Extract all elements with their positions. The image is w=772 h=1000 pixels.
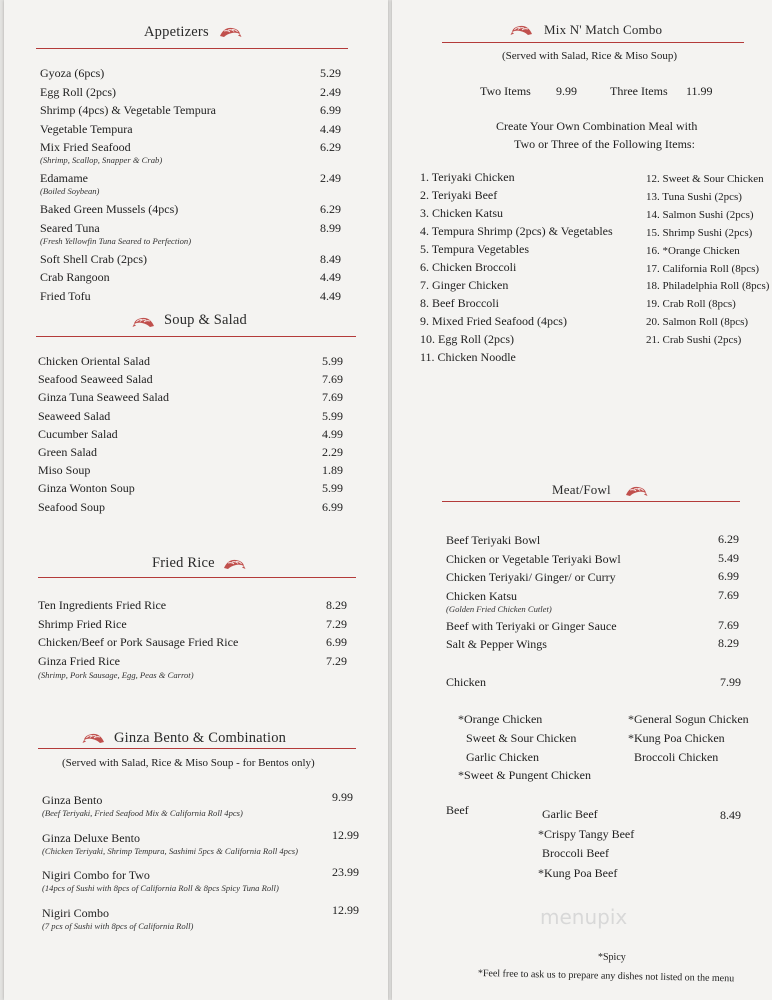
menu-item-name: Ginza Bento: [42, 793, 103, 807]
menu-item-name: Seared Tuna: [40, 220, 100, 235]
menu-item-note: (Golden Fried Chicken Cutlet): [446, 603, 552, 614]
menu-item-price: 12.99: [332, 902, 359, 917]
combo-two-price: 9.99: [556, 84, 577, 98]
menu-item-name: Crab Rangoon: [40, 270, 110, 284]
menu-item-name: Chicken Katsu: [446, 588, 517, 603]
menu-item-name: Chicken/Beef or Pork Sausage Fried Rice: [38, 635, 239, 649]
section-title-bento: Ginza Bento & Combination: [114, 730, 287, 746]
combo-option: 6. Chicken Broccoli: [420, 260, 517, 274]
combo-option: 11. Chicken Noodle: [420, 350, 516, 364]
combo-option: 9. Mixed Fried Seafood (4pcs): [420, 314, 567, 328]
combo-option: 20. Salmon Roll (8pcs): [646, 316, 749, 329]
combo-option: 16. *Orange Chicken: [646, 244, 740, 257]
menu-item-name: Cucumber Salad: [38, 426, 118, 441]
menu-item-name: Beef with Teriyaki or Ginger Sauce: [446, 618, 617, 633]
menu-item-name: Ginza Wonton Soup: [38, 481, 135, 496]
menu-item-price: 8.99: [320, 220, 341, 235]
combo-option: 5. Tempura Vegetables: [420, 242, 530, 256]
menu-item-name: Soft Shell Crab (2pcs): [40, 251, 147, 266]
menu-item-name: Shrimp (4pcs) & Vegetable Tempura: [40, 103, 217, 117]
menu-item-note: (Shrimp, Scallop, Snapper & Crab): [40, 155, 163, 165]
menu-item-note: (Chicken Teriyaki, Shrimp Tempura, Sashimi 5pcs & California Roll 4pcs): [42, 845, 298, 856]
combo-three-label: Three Items: [610, 84, 668, 98]
menu-item-name: Vegetable Tempura: [40, 121, 133, 136]
menu-item-note: (Boiled Soybean): [40, 186, 100, 196]
chicken-label: Chicken: [446, 675, 486, 689]
menu-item-note: (14pcs of Sushi with 8pcs of California Roll & 8pcs Spicy Tuna Roll): [42, 883, 279, 893]
menu-item-note: (Beef Teriyaki, Fried Seafood Mix & California Roll 4pcs): [42, 808, 243, 818]
menu-item-price: 6.99: [326, 635, 347, 649]
menu-item-price: 4.99: [322, 426, 343, 441]
menu-item-name: Seafood Soup: [38, 499, 105, 514]
combo-instructions: Create Your Own Combination Meal with: [496, 119, 698, 133]
beef-label: Beef: [446, 803, 469, 817]
menu-item-name: Edamame: [40, 171, 88, 185]
combo-option: 12. Sweet & Sour Chicken: [646, 173, 764, 185]
menu-item-name: Ginza Deluxe Bento: [42, 830, 140, 845]
combo-option: 4. Tempura Shrimp (2pcs) & Vegetables: [420, 224, 613, 238]
combo-option: 14. Salmon Sushi (2pcs): [646, 208, 754, 221]
menu-item-name: Egg Roll (2pcs): [40, 84, 116, 99]
menu-item-price: 9.99: [332, 790, 353, 804]
combo-three-price: 11.99: [686, 84, 713, 98]
beef-option: Garlic Beef: [542, 807, 598, 821]
menu-item-name: Ginza Tuna Seaweed Salad: [38, 390, 169, 405]
section-divider: [36, 48, 348, 49]
menu-item-price: 6.99: [718, 569, 739, 583]
section-divider: [442, 501, 740, 502]
menu-item-name: Seafood Seaweed Salad: [38, 372, 153, 387]
menu-item-name: Gyoza (6pcs): [40, 66, 105, 80]
section-subtitle: (Served with Salad, Rice & Miso Soup): [502, 50, 678, 62]
menu-item-name: Ten Ingredients Fried Rice: [38, 598, 167, 612]
menu-item-price: 7.69: [718, 617, 739, 632]
shrimp-icon: [510, 23, 534, 37]
menu-item-name: Mix Fried Seafood: [40, 140, 131, 154]
menu-item-note: (7 pcs of Sushi with 8pcs of California Roll): [42, 920, 194, 931]
menu-item-price: 8.29: [326, 598, 347, 612]
chicken-option: Broccoli Chicken: [634, 749, 719, 764]
chicken-option: Sweet & Sour Chicken: [466, 730, 577, 745]
combo-option: 17. California Roll (8pcs): [646, 262, 760, 275]
chicken-option: *General Sogun Chicken: [628, 712, 749, 726]
menu-item-name: Beef Teriyaki Bowl: [446, 533, 541, 547]
left-menu-page: [4, 0, 388, 1000]
beef-option: *Kung Poa Beef: [538, 865, 618, 880]
menu-item-price: 6.29: [718, 532, 739, 546]
menu-item-price: 4.49: [320, 288, 341, 303]
menu-item-price: 5.99: [322, 408, 343, 423]
section-title-appetizers: Appetizers: [144, 24, 209, 40]
section-divider: [36, 336, 356, 337]
menu-item-price: 7.69: [322, 390, 343, 405]
section-divider: [38, 577, 356, 578]
menu-item-price: 6.99: [322, 499, 343, 514]
combo-option: 2. Teriyaki Beef: [420, 188, 498, 202]
shrimp-icon: [624, 484, 648, 498]
menu-item-price: 7.29: [326, 616, 347, 631]
combo-option: 19. Crab Roll (8pcs): [646, 298, 736, 311]
menu-item-price: 7.69: [322, 372, 343, 387]
chicken-option: *Orange Chicken: [458, 712, 543, 726]
menu-item-price: 4.49: [320, 270, 341, 284]
menu-item-price: 6.29: [320, 140, 341, 154]
combo-option: 15. Shrimp Sushi (2pcs): [646, 226, 753, 239]
menu-item-note: (Shrimp, Pork Sausage, Egg, Peas & Carrot): [38, 669, 194, 680]
menu-item-price: 23.99: [332, 865, 359, 879]
menu-item-name: Miso Soup: [38, 463, 91, 478]
menu-item-price: 5.99: [322, 354, 343, 368]
menu-item-name: Chicken Teriyaki/ Ginger/ or Curry: [446, 570, 616, 584]
section-subtitle: (Served with Salad, Rice & Miso Soup - for Bentos only): [62, 757, 315, 769]
combo-option: 21. Crab Sushi (2pcs): [646, 334, 742, 347]
menu-item-name: Baked Green Mussels (4pcs): [40, 202, 179, 216]
menu-item-price: 5.29: [320, 66, 341, 80]
menu-item-price: 5.49: [718, 550, 739, 565]
menu-item-price: 8.29: [718, 636, 739, 650]
menu-item-price: 12.99: [332, 827, 359, 842]
combo-option: 18. Philadelphia Roll (8pcs): [646, 280, 770, 293]
menu-item-name: Seaweed Salad: [38, 408, 111, 423]
combo-option: 8. Beef Broccoli: [420, 296, 499, 310]
menu-item-price: 5.99: [322, 481, 343, 496]
combo-option: 7. Ginger Chicken: [420, 278, 509, 292]
chicken-option: *Sweet & Pungent Chicken: [458, 768, 591, 783]
menu-item-note: (Fresh Yellowfin Tuna Seared to Perfection): [40, 235, 192, 246]
chicken-option: *Kung Poa Chicken: [628, 730, 725, 745]
section-title-mix-match: Mix N' Match Combo: [544, 22, 663, 37]
section-title-soup-salad: Soup & Salad: [164, 312, 247, 328]
footer-note: *Feel free to ask us to prepare any dishes not listed on the menu: [477, 968, 735, 985]
menu-item-price: 6.29: [320, 202, 341, 216]
menu-item-price: 2.29: [322, 445, 343, 459]
section-divider: [442, 42, 744, 43]
beef-option: Broccoli Beef: [542, 846, 609, 860]
combo-option: 10. Egg Roll (2pcs): [420, 332, 514, 346]
menu-item-price: 2.49: [320, 171, 341, 185]
menu-item-name: Shrimp Fried Rice: [38, 616, 127, 631]
spicy-note: *Spicy: [598, 952, 626, 963]
menu-item-price: 2.49: [320, 84, 341, 99]
shrimp-icon: [222, 557, 246, 571]
chicken-price: 7.99: [720, 675, 741, 689]
chicken-option: Garlic Chicken: [466, 749, 539, 764]
menu-item-price: 6.99: [320, 103, 341, 117]
menu-item-price: 7.29: [326, 653, 347, 668]
combo-instructions: Two or Three of the Following Items:: [514, 137, 695, 151]
right-menu-page: [392, 0, 772, 1000]
section-title-fried-rice: Fried Rice: [152, 555, 215, 571]
menu-item-price: 8.49: [320, 251, 341, 266]
menu-item-name: Salt & Pepper Wings: [446, 637, 547, 651]
shrimp-icon: [218, 25, 242, 39]
watermark-logo: menupix: [540, 905, 628, 929]
section-divider: [38, 748, 356, 749]
beef-option: *Crispy Tangy Beef: [538, 826, 635, 841]
menu-item-name: Chicken Oriental Salad: [38, 354, 150, 368]
combo-option: 13. Tuna Sushi (2pcs): [646, 190, 742, 203]
menu-item-price: 4.49: [320, 121, 341, 136]
section-title-meat-fowl: Meat/Fowl: [552, 482, 611, 497]
beef-price: 8.49: [720, 808, 741, 822]
menu-item-name: Ginza Fried Rice: [38, 653, 120, 668]
shrimp-icon: [82, 731, 106, 745]
shrimp-icon: [132, 315, 156, 329]
combo-option: 3. Chicken Katsu: [420, 206, 503, 220]
menu-item-name: Chicken or Vegetable Teriyaki Bowl: [446, 551, 621, 566]
menu-item-name: Green Salad: [38, 445, 97, 459]
menu-item-price: 1.89: [322, 463, 343, 478]
menu-item-name: Nigiri Combo for Two: [42, 868, 150, 882]
menu-item-name: Fried Tofu: [40, 288, 91, 303]
menu-item-price: 7.69: [718, 587, 739, 602]
combo-two-label: Two Items: [480, 84, 531, 98]
menu-item-name: Nigiri Combo: [42, 905, 110, 920]
combo-option: 1. Teriyaki Chicken: [420, 170, 515, 184]
